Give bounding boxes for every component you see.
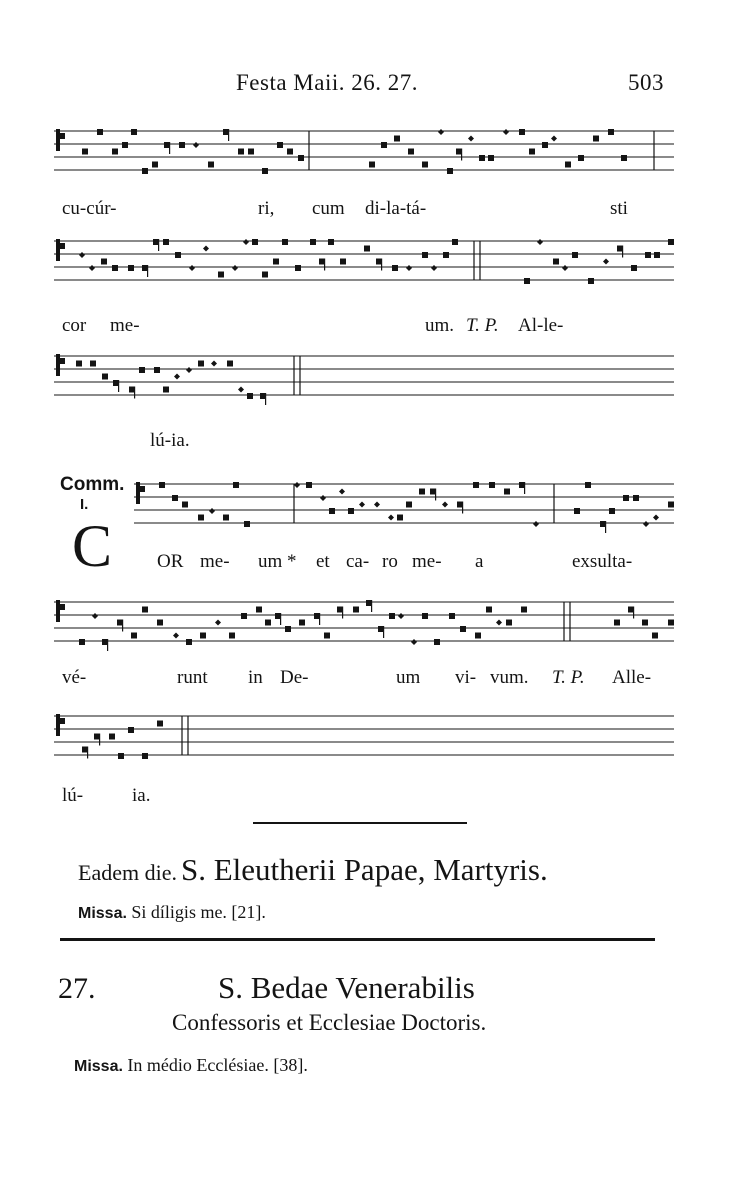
neume-punctum bbox=[340, 259, 346, 265]
neume-punctum bbox=[273, 259, 279, 265]
neume-punctum bbox=[324, 633, 330, 639]
neume-rhombus bbox=[89, 265, 95, 271]
music-staff bbox=[54, 235, 674, 293]
lyric-rubric: T. P. bbox=[552, 667, 585, 688]
neume-punctum bbox=[256, 607, 262, 613]
section-divider bbox=[253, 822, 467, 824]
neume-punctum bbox=[198, 361, 204, 367]
neume-punctum bbox=[519, 129, 525, 135]
neume-rhombus bbox=[603, 259, 609, 265]
section-divider-thick bbox=[60, 938, 655, 941]
feast-title: S. Bedae Venerabilis bbox=[218, 970, 475, 1005]
neume-punctum bbox=[553, 259, 559, 265]
clef-icon bbox=[60, 358, 65, 364]
running-title: Festa Maii. 26. 27. bbox=[236, 70, 418, 95]
neume-rhombus bbox=[551, 136, 557, 142]
neume-punctum bbox=[668, 502, 674, 508]
neume-rhombus bbox=[174, 374, 180, 380]
neume-stem bbox=[99, 734, 100, 746]
neume-rhombus bbox=[537, 239, 543, 245]
neume-punctum bbox=[223, 515, 229, 521]
neume-punctum bbox=[277, 142, 283, 148]
clef-icon bbox=[136, 482, 140, 504]
neume-punctum bbox=[449, 613, 455, 619]
lyric-syllable: Alle- bbox=[612, 667, 652, 688]
neume-punctum bbox=[422, 252, 428, 258]
neume-punctum bbox=[447, 168, 453, 174]
clef-icon bbox=[140, 486, 145, 492]
lyric-syllable: ro bbox=[382, 551, 398, 572]
neume-punctum bbox=[82, 149, 88, 155]
neume-punctum bbox=[198, 515, 204, 521]
neume-punctum bbox=[574, 508, 580, 514]
neume-punctum bbox=[298, 155, 304, 161]
neume-punctum bbox=[623, 495, 629, 501]
initial-letter: C bbox=[72, 513, 113, 579]
neume-punctum bbox=[486, 607, 492, 613]
neume-rhombus bbox=[189, 265, 195, 271]
lyric-syllable: OR bbox=[157, 551, 184, 572]
neume-punctum bbox=[506, 620, 512, 626]
neume-punctum bbox=[524, 278, 530, 284]
neume-punctum bbox=[419, 489, 425, 495]
neume-punctum bbox=[247, 393, 253, 399]
neume-punctum bbox=[443, 252, 449, 258]
neume-punctum bbox=[128, 265, 134, 271]
lyric-syllable: runt bbox=[177, 667, 208, 688]
lyric-syllable: um. bbox=[425, 315, 455, 336]
neume-rhombus bbox=[215, 620, 221, 626]
neume-punctum bbox=[479, 155, 485, 161]
neume-stem bbox=[147, 265, 148, 277]
neume-stem bbox=[87, 747, 88, 759]
neume-punctum bbox=[392, 265, 398, 271]
lyric-syllable: et bbox=[316, 551, 330, 572]
neume-stem bbox=[381, 259, 382, 271]
neume-punctum bbox=[179, 142, 185, 148]
neume-punctum bbox=[572, 252, 578, 258]
clef-icon bbox=[60, 718, 65, 724]
neume-punctum bbox=[118, 753, 124, 759]
neume-stem bbox=[134, 387, 135, 399]
neume-punctum bbox=[163, 239, 169, 245]
neume-punctum bbox=[397, 515, 403, 521]
neume-rhombus bbox=[643, 521, 649, 527]
neume-punctum bbox=[593, 136, 599, 142]
lyric-rubric: T. P. bbox=[466, 315, 499, 336]
clef-icon bbox=[56, 354, 60, 376]
neume-punctum bbox=[434, 639, 440, 645]
neume-punctum bbox=[154, 367, 160, 373]
clef-icon bbox=[60, 604, 65, 610]
neume-punctum bbox=[381, 142, 387, 148]
lyric-syllable: lú- bbox=[62, 785, 84, 806]
neume-punctum bbox=[642, 620, 648, 626]
neume-punctum bbox=[128, 727, 134, 733]
lyric-syllable: ri, bbox=[258, 198, 275, 219]
missa-text: Si díligis me. [21]. bbox=[131, 902, 266, 922]
lyric-syllable: me- bbox=[200, 551, 230, 572]
music-staff bbox=[54, 596, 674, 654]
neume-rhombus bbox=[173, 633, 179, 639]
neume-punctum bbox=[364, 246, 370, 252]
neume-punctum bbox=[208, 162, 214, 168]
neume-punctum bbox=[163, 387, 169, 393]
neume-stem bbox=[605, 521, 606, 533]
missa-line bbox=[74, 1055, 308, 1076]
neume-punctum bbox=[287, 149, 293, 155]
lyric-syllable: cor bbox=[62, 315, 87, 336]
neume-punctum bbox=[159, 482, 165, 488]
neume-punctum bbox=[621, 155, 627, 161]
feast-heading bbox=[78, 852, 548, 888]
lyric-syllable: ia. bbox=[132, 785, 151, 806]
neume-punctum bbox=[172, 495, 178, 501]
neume-rhombus bbox=[406, 265, 412, 271]
neume-rhombus bbox=[211, 361, 217, 367]
neume-punctum bbox=[389, 613, 395, 619]
neume-punctum bbox=[229, 633, 235, 639]
neume-stem bbox=[265, 393, 266, 405]
lyric-syllable: in bbox=[248, 667, 263, 688]
neume-rhombus bbox=[209, 508, 215, 514]
neume-rhombus bbox=[503, 129, 509, 135]
neume-punctum bbox=[406, 502, 412, 508]
neume-punctum bbox=[265, 620, 271, 626]
lyric-syllable: vum. bbox=[490, 667, 529, 688]
clef-icon bbox=[56, 714, 60, 736]
feast-title: S. Eleutherii Papae, Martyris. bbox=[180, 852, 548, 887]
lyric-syllable: Al-le- bbox=[518, 315, 564, 336]
neume-rhombus bbox=[193, 142, 199, 148]
neume-rhombus bbox=[388, 515, 394, 521]
lyric-syllable: di-la-tá- bbox=[365, 198, 427, 219]
neume-rhombus bbox=[533, 521, 539, 527]
day-number: 27. bbox=[58, 972, 96, 1005]
neume-punctum bbox=[152, 162, 158, 168]
neume-stem bbox=[461, 149, 462, 161]
staff-1-svg bbox=[54, 125, 674, 183]
neume-punctum bbox=[645, 252, 651, 258]
neume-rhombus bbox=[238, 387, 244, 393]
neume-punctum bbox=[475, 633, 481, 639]
neume-punctum bbox=[299, 620, 305, 626]
neume-stem bbox=[383, 626, 384, 638]
staff-5-svg bbox=[54, 596, 674, 654]
neume-stem bbox=[342, 607, 343, 619]
lyric-syllable: cu-cúr- bbox=[62, 198, 117, 219]
lyric-syllable: vi- bbox=[455, 667, 477, 688]
lyric-syllable: um * bbox=[258, 551, 297, 572]
neume-stem bbox=[622, 246, 623, 258]
neume-punctum bbox=[122, 142, 128, 148]
neume-punctum bbox=[218, 272, 224, 278]
neume-rhombus bbox=[339, 489, 345, 495]
neume-punctum bbox=[654, 252, 660, 258]
neume-punctum bbox=[585, 482, 591, 488]
neume-punctum bbox=[76, 361, 82, 367]
neume-rhombus bbox=[442, 502, 448, 508]
lyric-syllable: ca- bbox=[346, 551, 370, 572]
staff-4-svg bbox=[134, 478, 674, 536]
neume-rhombus bbox=[232, 265, 238, 271]
clef-icon bbox=[56, 129, 60, 151]
neume-stem bbox=[122, 620, 123, 632]
neume-punctum bbox=[109, 734, 115, 740]
neume-punctum bbox=[306, 482, 312, 488]
neume-rhombus bbox=[398, 613, 404, 619]
page-number: 503 bbox=[628, 70, 664, 95]
neume-punctum bbox=[489, 482, 495, 488]
music-staff bbox=[54, 350, 674, 408]
lyric-syllable: vé- bbox=[62, 667, 87, 688]
neume-punctum bbox=[521, 607, 527, 613]
neume-rhombus bbox=[92, 613, 98, 619]
music-staff bbox=[54, 710, 674, 768]
neume-punctum bbox=[244, 521, 250, 527]
neume-punctum bbox=[652, 633, 658, 639]
neume-punctum bbox=[142, 607, 148, 613]
neume-punctum bbox=[369, 162, 375, 168]
neume-punctum bbox=[112, 265, 118, 271]
lyric-syllable: a bbox=[475, 551, 484, 572]
feast-prefix: Eadem die. bbox=[78, 860, 177, 885]
neume-stem bbox=[280, 613, 281, 625]
communion-mode: I. bbox=[80, 496, 89, 513]
neume-punctum bbox=[408, 149, 414, 155]
neume-rhombus bbox=[438, 129, 444, 135]
lyric-syllable: lú-ia. bbox=[150, 430, 190, 451]
neume-rhombus bbox=[468, 136, 474, 142]
neume-stem bbox=[158, 239, 159, 251]
neume-stem bbox=[371, 600, 372, 612]
neume-punctum bbox=[588, 278, 594, 284]
staff-2-svg bbox=[54, 235, 674, 293]
clef-icon bbox=[60, 243, 65, 249]
staff-3-svg bbox=[54, 350, 674, 408]
neume-rhombus bbox=[359, 502, 365, 508]
neume-punctum bbox=[97, 129, 103, 135]
missa-label: Missa. bbox=[74, 1058, 123, 1075]
neume-punctum bbox=[282, 239, 288, 245]
neume-punctum bbox=[310, 239, 316, 245]
neume-stem bbox=[633, 607, 634, 619]
communion-label: Comm. bbox=[60, 474, 125, 495]
neume-rhombus bbox=[294, 482, 300, 488]
neume-punctum bbox=[238, 149, 244, 155]
missa-label: Missa. bbox=[78, 905, 127, 922]
neume-punctum bbox=[668, 620, 674, 626]
neume-punctum bbox=[473, 482, 479, 488]
neume-punctum bbox=[186, 639, 192, 645]
neume-punctum bbox=[329, 508, 335, 514]
neume-punctum bbox=[131, 129, 137, 135]
neume-punctum bbox=[422, 162, 428, 168]
music-staff bbox=[134, 478, 674, 536]
neume-punctum bbox=[101, 259, 107, 265]
neume-punctum bbox=[460, 626, 466, 632]
neume-rhombus bbox=[243, 239, 249, 245]
neume-rhombus bbox=[203, 246, 209, 252]
neume-punctum bbox=[79, 639, 85, 645]
neume-rhombus bbox=[431, 265, 437, 271]
neume-punctum bbox=[131, 633, 137, 639]
neume-punctum bbox=[241, 613, 247, 619]
neume-punctum bbox=[633, 495, 639, 501]
lyric-syllable: cum bbox=[312, 198, 345, 219]
neume-stem bbox=[118, 380, 119, 392]
neume-rhombus bbox=[79, 252, 85, 258]
feast-subtitle: Confessoris et Ecclesiae Doctoris. bbox=[172, 1010, 487, 1035]
lyric-syllable: exsulta- bbox=[572, 551, 633, 572]
neume-punctum bbox=[394, 136, 400, 142]
neume-punctum bbox=[631, 265, 637, 271]
neume-rhombus bbox=[496, 620, 502, 626]
lyric-syllable: um bbox=[396, 667, 421, 688]
clef-icon bbox=[56, 239, 60, 261]
staff-6-svg bbox=[54, 710, 674, 768]
neume-punctum bbox=[112, 149, 118, 155]
neume-punctum bbox=[452, 239, 458, 245]
neume-stem bbox=[435, 489, 436, 501]
neume-punctum bbox=[157, 620, 163, 626]
lyric-syllable: De- bbox=[280, 667, 309, 688]
neume-punctum bbox=[200, 633, 206, 639]
neume-punctum bbox=[578, 155, 584, 161]
neume-stem bbox=[324, 259, 325, 271]
neume-stem bbox=[319, 613, 320, 625]
neume-rhombus bbox=[653, 515, 659, 521]
neume-punctum bbox=[668, 239, 674, 245]
neume-punctum bbox=[139, 367, 145, 373]
neume-punctum bbox=[182, 502, 188, 508]
neume-stem bbox=[524, 482, 525, 494]
neume-punctum bbox=[504, 489, 510, 495]
neume-stem bbox=[107, 639, 108, 651]
neume-punctum bbox=[227, 361, 233, 367]
neume-punctum bbox=[252, 239, 258, 245]
neume-stem bbox=[462, 502, 463, 514]
neume-punctum bbox=[565, 162, 571, 168]
neume-punctum bbox=[488, 155, 494, 161]
neume-punctum bbox=[262, 272, 268, 278]
neume-punctum bbox=[102, 374, 108, 380]
clef-icon bbox=[60, 133, 65, 139]
neume-punctum bbox=[285, 626, 291, 632]
neume-punctum bbox=[614, 620, 620, 626]
neume-punctum bbox=[353, 607, 359, 613]
neume-punctum bbox=[142, 168, 148, 174]
neume-punctum bbox=[248, 149, 254, 155]
missa-line bbox=[78, 902, 266, 923]
neume-punctum bbox=[328, 239, 334, 245]
neume-punctum bbox=[608, 129, 614, 135]
neume-rhombus bbox=[186, 367, 192, 373]
neume-punctum bbox=[262, 168, 268, 174]
missa-text: In médio Ecclésiae. [38]. bbox=[127, 1055, 308, 1075]
neume-rhombus bbox=[374, 502, 380, 508]
neume-punctum bbox=[529, 149, 535, 155]
music-staff bbox=[54, 125, 674, 183]
neume-rhombus bbox=[320, 495, 326, 501]
neume-punctum bbox=[542, 142, 548, 148]
lyric-syllable: me- bbox=[110, 315, 140, 336]
neume-punctum bbox=[348, 508, 354, 514]
neume-punctum bbox=[90, 361, 96, 367]
neume-punctum bbox=[142, 753, 148, 759]
lyric-syllable: sti bbox=[610, 198, 628, 219]
neume-stem bbox=[228, 129, 229, 141]
neume-punctum bbox=[175, 252, 181, 258]
neume-punctum bbox=[609, 508, 615, 514]
neume-punctum bbox=[295, 265, 301, 271]
clef-icon bbox=[56, 600, 60, 622]
neume-punctum bbox=[157, 721, 163, 727]
neume-stem bbox=[169, 142, 170, 154]
neume-punctum bbox=[233, 482, 239, 488]
lyric-syllable: me- bbox=[412, 551, 442, 572]
neume-rhombus bbox=[411, 639, 417, 645]
neume-rhombus bbox=[562, 265, 568, 271]
neume-punctum bbox=[422, 613, 428, 619]
